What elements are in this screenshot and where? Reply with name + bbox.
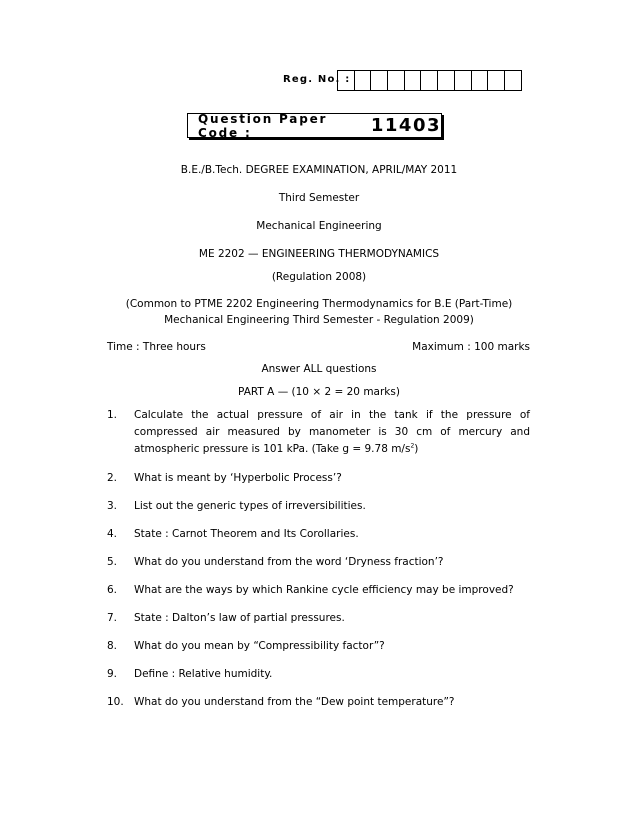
reg-no-box bbox=[472, 71, 489, 90]
question-number: 10. bbox=[107, 696, 124, 708]
question-text: What is meant by ‘Hyperbolic Process’? bbox=[134, 472, 342, 484]
question-text: What do you understand from the word ‘Dryness fraction’? bbox=[134, 556, 444, 568]
question-number: 5. bbox=[107, 556, 118, 568]
question-number: 2. bbox=[107, 472, 118, 484]
reg-no-box bbox=[488, 71, 505, 90]
question-number: 7. bbox=[107, 612, 118, 624]
reg-no-box bbox=[388, 71, 405, 90]
reg-no-box bbox=[421, 71, 438, 90]
question-1-line-3-text: atmospheric pressure is 101 kPa. (Take g = 9.78 m/s bbox=[134, 443, 411, 455]
question-text: Define : Relative humidity. bbox=[134, 668, 273, 680]
branch: Mechanical Engineering bbox=[256, 220, 382, 232]
question-1-line-2: compressed air measured by manometer is 30 cm of mercury and bbox=[134, 426, 530, 438]
exam-title: B.E./B.Tech. DEGREE EXAMINATION, APRIL/MAY 2011 bbox=[180, 164, 458, 176]
question-number: 8. bbox=[107, 640, 118, 652]
maximum-marks: Maximum : 100 marks bbox=[412, 341, 530, 353]
question-text: What are the ways by which Rankine cycle efficiency may be improved? bbox=[134, 584, 514, 596]
question-number: 3. bbox=[107, 500, 118, 512]
reg-no-boxes bbox=[337, 70, 522, 91]
reg-no-box bbox=[338, 71, 355, 90]
question-1 bbox=[107, 407, 530, 459]
reg-no-box bbox=[371, 71, 388, 90]
common-note-line-1: (Common to PTME 2202 Engineering Thermodynamics for B.E (Part-Time) bbox=[125, 298, 513, 310]
question-number: 9. bbox=[107, 668, 118, 680]
question-1-line-3-end: ) bbox=[414, 443, 419, 455]
question-text: List out the generic types of irreversibilities. bbox=[134, 500, 366, 512]
question-number: 4. bbox=[107, 528, 118, 540]
question-paper-code-box bbox=[187, 113, 442, 138]
reg-no-label: Reg. No. : bbox=[283, 74, 351, 85]
semester: Third Semester bbox=[278, 192, 360, 204]
common-note-line-2: Mechanical Engineering Third Semester - Regulation 2009) bbox=[164, 314, 474, 326]
reg-no-row bbox=[0, 70, 638, 90]
superscript: 2 bbox=[410, 442, 415, 450]
instruction: Answer ALL questions bbox=[261, 363, 377, 375]
question-number: 1. bbox=[107, 409, 118, 421]
reg-no-box bbox=[438, 71, 455, 90]
question-text: State : Carnot Theorem and Its Corollaries. bbox=[134, 528, 359, 540]
reg-no-box bbox=[355, 71, 372, 90]
subject: ME 2202 — ENGINEERING THERMODYNAMICS bbox=[198, 248, 440, 260]
part-a-heading: PART A — (10 × 2 = 20 marks) bbox=[238, 386, 400, 398]
question-1-line-1: Calculate the actual pressure of air in the tank if the pressure of bbox=[134, 409, 530, 421]
regulation: (Regulation 2008) bbox=[271, 271, 367, 283]
question-text: What do you mean by “Compressibility factor”? bbox=[134, 640, 385, 652]
question-paper-code-label: Question Paper Code : bbox=[198, 111, 328, 140]
reg-no-box bbox=[405, 71, 422, 90]
reg-no-box bbox=[505, 71, 522, 90]
question-text: State : Dalton’s law of partial pressures. bbox=[134, 612, 345, 624]
time-allowed: Time : Three hours bbox=[107, 341, 206, 353]
question-1-line-3 bbox=[134, 441, 530, 458]
question-number: 6. bbox=[107, 584, 118, 596]
question-paper-code: 11403 bbox=[370, 115, 441, 136]
reg-no-box bbox=[455, 71, 472, 90]
question-text: What do you understand from the “Dew point temperature”? bbox=[134, 696, 455, 708]
